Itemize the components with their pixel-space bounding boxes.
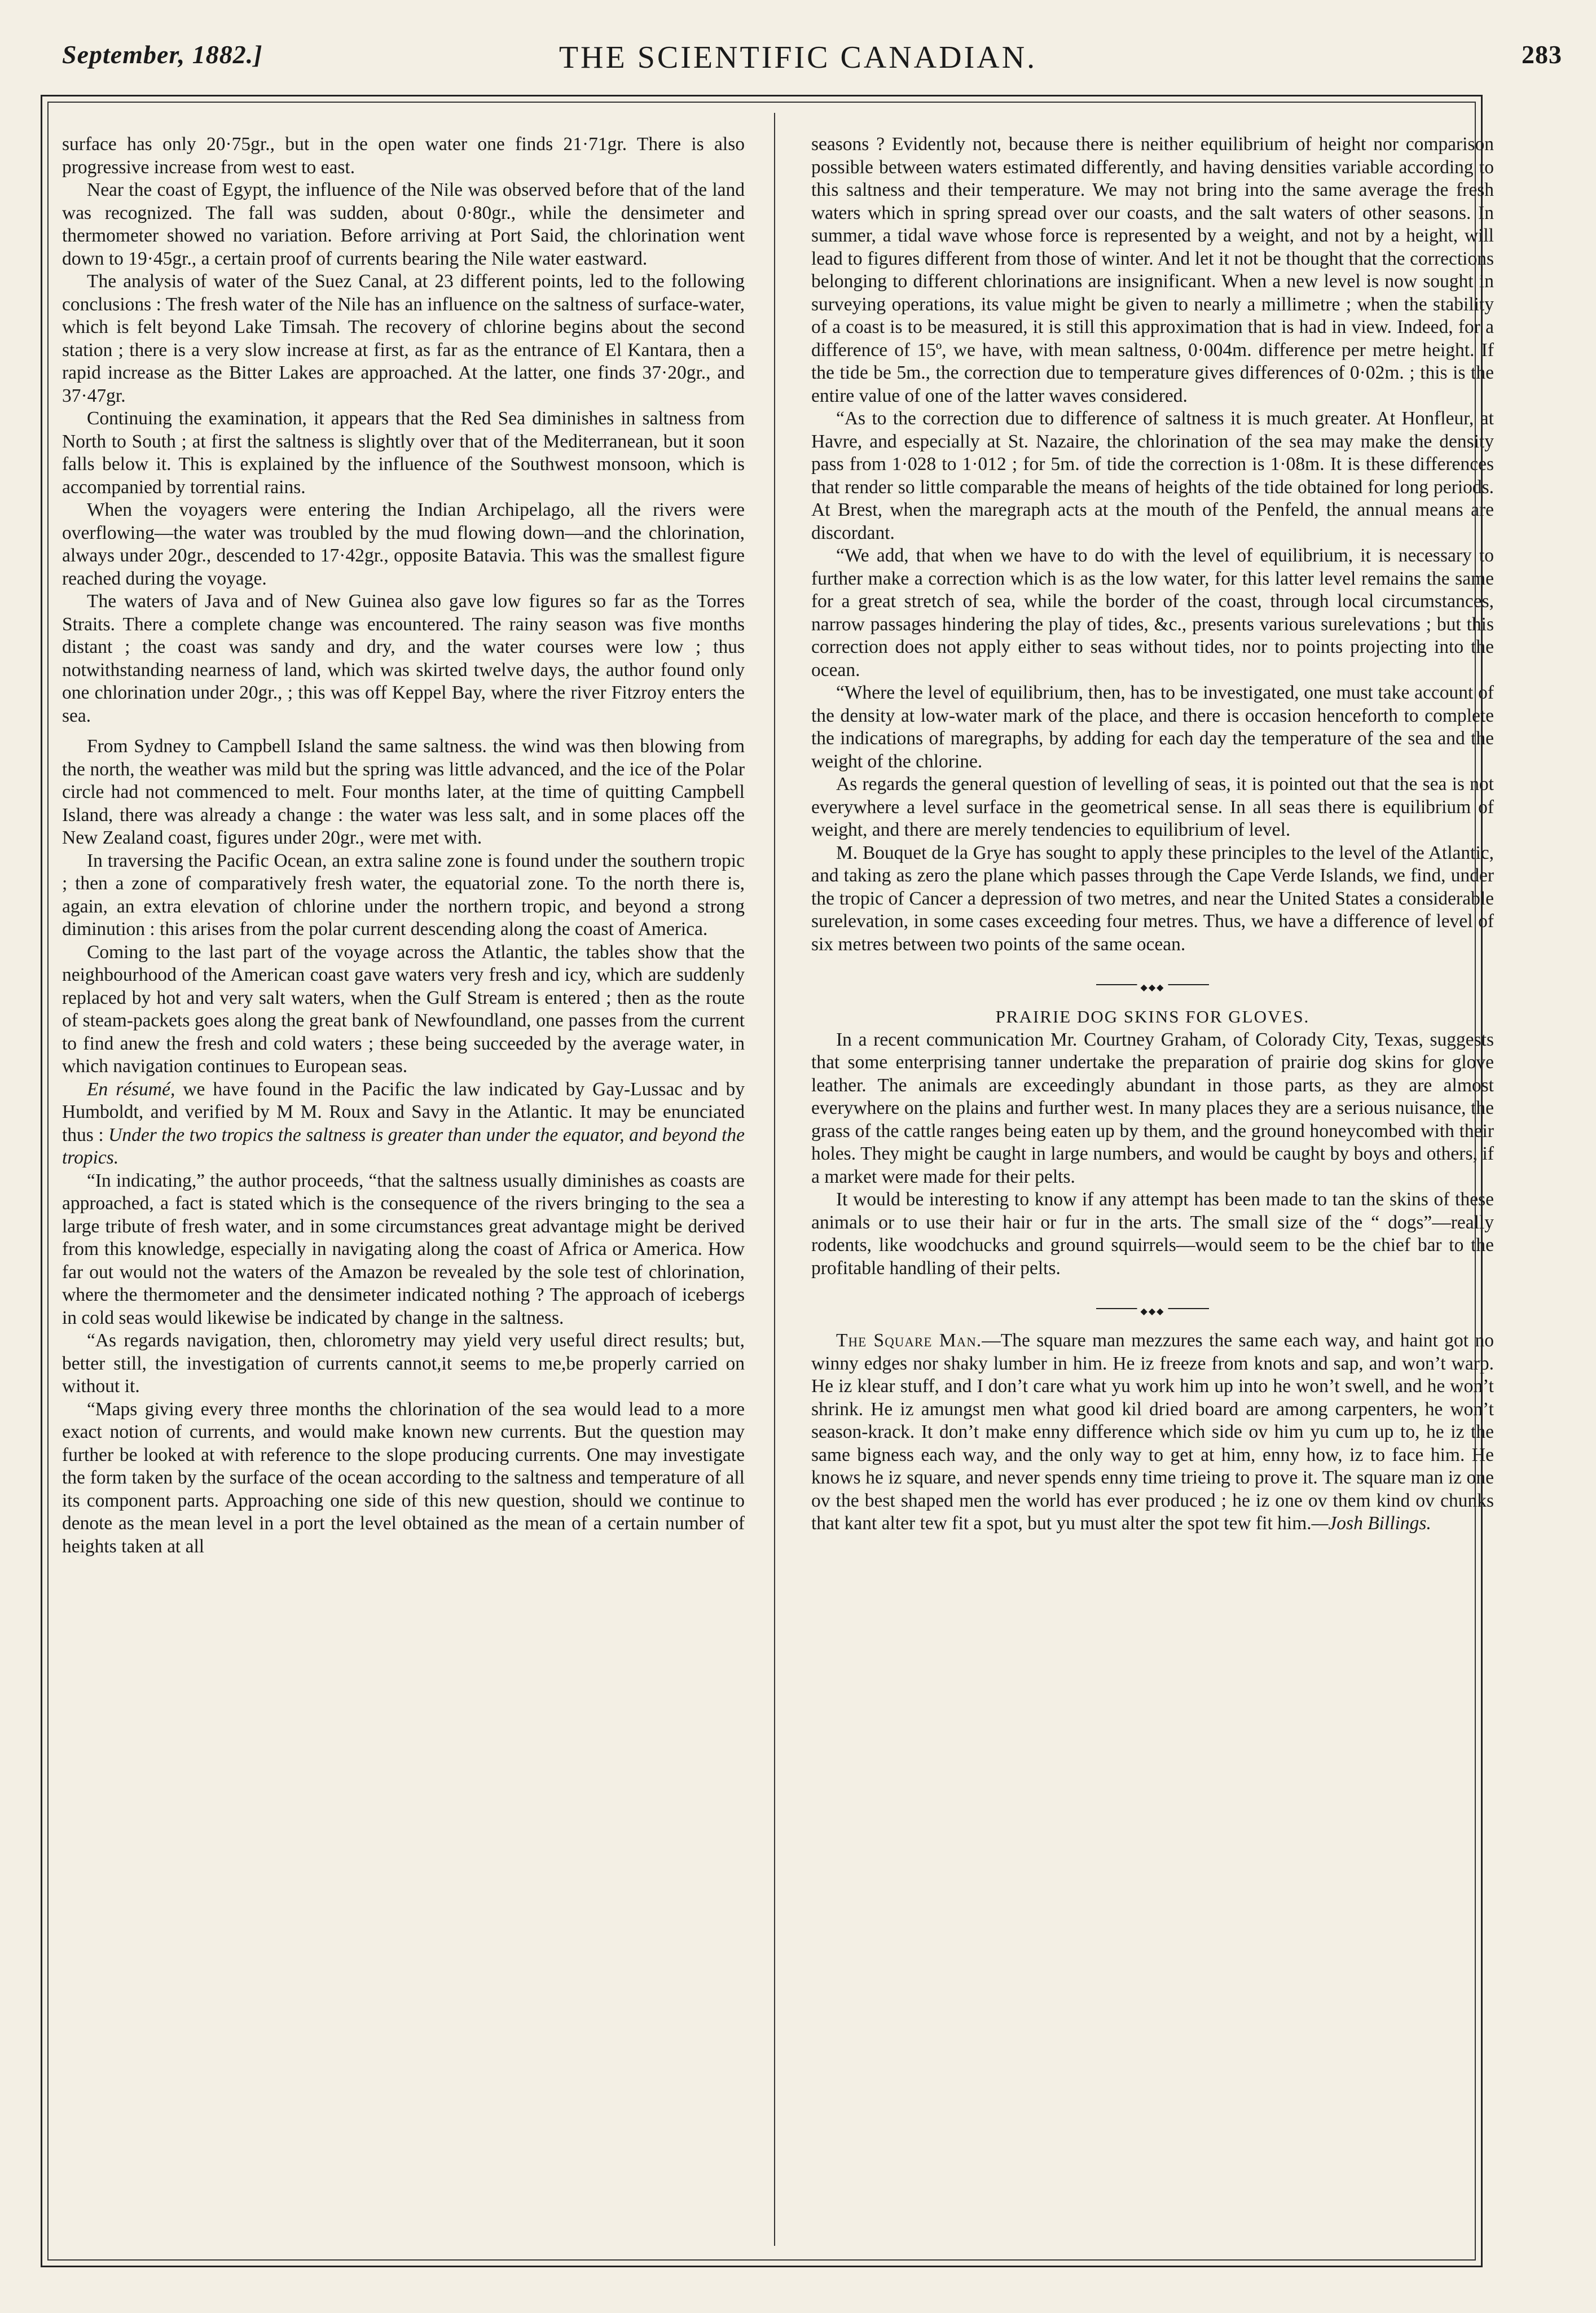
column-divider (774, 113, 775, 2246)
page-number: 283 (1522, 40, 1562, 69)
paragraph: The analysis of water of the Suez Canal, at 23 different points, led to the following conclusions : The fresh water of the Nile has an influence on the saltness of surface-water, which is felt beyond Lake Timsah. The recovery of chlorine begins about the second station ; there is a very slow increase at first, as far as the entrance of El Kantara, then a rapid increase as the Bitter Lakes are approached. At the latter, one finds 37·20gr., and 37·47gr. (62, 271, 745, 406)
resume-text: we have found in the Pacific the law indicated by Gay-Lussac and by Humboldt, and verified by M M. Roux and Savy in the Atlantic. It may be enunciated thus : (62, 1078, 745, 1145)
paragraph: “Maps giving every three months the chlorination of the sea would lead to a more exact notion of currents, and would make known new currents. But the question may further be looked at with reference to the slope producing currents. One may investigate the form taken by the surface of the ocean according to the saltness and temperature of all its component parts. Approaching one side of this new question, should we continue to denote as the mean level in a port the level obtained as the mean of a certain number of heights taken at all (62, 1398, 745, 1557)
paragraph: “As to the correction due to difference of saltness it is much greater. At Honfleur, at Havre, and especially at St. Nazaire, the chlorination of the sea may make the density pass from 1·028 to 1·012 ; for 5m. of tide the correction is 1·08m. It is these differences that render so little comparable the means of heights of the tide obtained for long periods. At Brest, when the maregraph acts at the mouth of the Penfeld, the annual means are discordant. (811, 408, 1494, 543)
paragraph: When the voyagers were entering the Indian Archipelago, all the rivers were overflowing—the water was troubled by the mud flowing down—and the chlorination, always under 20gr., descended to 17·42gr., opposite Batavia. This was the smallest figure reached during the voyage. (62, 499, 745, 589)
resume-lead: En résumé, (87, 1078, 175, 1100)
square-man-text: —The square man mezzures the same each way, and haint got no winny edges nor shaky lumber in him. He iz freeze from knots and sap, and won’t warp. He iz klear stuff, and I don’t care what yu work him up into he won’t swell, and he won’t shrink. He iz amungst men what good kil dried board are among carpenters, he won’t season-krack. It don’t make enny difference which side ov him yu cum up to, he iz the same bigness each way, and the only way to get at him, enny how, iz to face him. He knows he iz square, and never spends enny time trieing to prove it. The square man iz one ov the best shaped men the world has ever produced ; he iz one ov them kind ov chunks that kant alter tew fit a spot, but yu must alter the spot tew fit him. (811, 1330, 1494, 1534)
paragraph: The waters of Java and of New Guinea also gave low figures so far as the Torres Straits. There a complete change was encountered. The rainy season was five months distant ; the coast was sandy and dry, and the water courses were low ; thus notwithstanding nearness of land, which was skirted twelve days, the author found only one chlorination under 20gr., ; this was off Keppel Bay, where the river Fitzroy enters the sea. (62, 591, 745, 726)
square-man-paragraph (811, 1329, 1494, 1535)
right-column (811, 133, 1494, 2238)
issue-date: September, 1882.] (62, 40, 263, 69)
paragraph: In traversing the Pacific Ocean, an extra saline zone is found under the southern tropic ; then a zone of comparatively fresh water, the equatorial zone. To the north there is, again, an extra elevation of chlorine under the northern tropic, and beyond a strong diminution : this arises from the polar current descending along the coast of America. (62, 850, 745, 940)
paragraph: seasons ? Evidently not, because there is neither equilibrium of height nor comparison possible between waters estimated differently, and having densities variable according to this saltness and their temperature. We may not bring into the same average the fresh waters which in spring spread over our coasts, and the salt waters of other seasons. In summer, a tidal wave whose force is represented by a weight, and not by a height, will lead to figures different from those of winter. And let it not be thought that the corrections belonging to different chlorinations are insignificant. When a new level is now sought in surveying operations, its value might be given to nearly a millimetre ; when the stability of a coast is to be measured, it is still this approximation that is had in view. Indeed, for a difference of 15º, we have, with mean saltness, 0·004m. difference per metre height. If the tide be 5m., the correction due to temperature gives differences of 0·02m. ; this is the entire value of one of the latter waves considered. (811, 134, 1494, 406)
resume-law: Under the two tropics the saltness is greater than under the equator, and beyond the tropics. (62, 1124, 745, 1168)
paragraph: “Where the level of equilibrium, then, has to be investigated, one must take account of the density at low-water mark of the place, and there is occasion henceforth to complete the indications of maregraphs, by adding for each day the temperature of the sea and the weight of the chlorine. (811, 682, 1494, 772)
paragraph: Coming to the last part of the voyage across the Atlantic, the tables show that the neighbourhood of the American coast gave waters very fresh and icy, which are suddenly replaced by hot and very salt waters, when the Gulf Stream is entered ; then as the route of steam-packets goes along the great bank of Newfoundland, one passes from the current to find anew the fresh and cold waters ; these being succeeded by the average water, in which navigation continues to European seas. (62, 941, 745, 1077)
section-divider (811, 976, 1494, 993)
paragraph: “We add, that when we have to do with the level of equilibrium, it is necessary to further make a correction which is as the low water, for this latter level remains the same for a great stretch of sea, while the border of the coast, through local circumstances, narrow passages hindering the play of tides, &c., presents various surelevations ; but this correction does not apply either to seas without tides, nor to points projecting into the ocean. (811, 545, 1494, 681)
square-man-lead: The Square Man. (836, 1330, 982, 1351)
left-column (62, 133, 745, 2238)
divider-ornament-icon (1096, 984, 1209, 985)
paragraph: Near the coast of Egypt, the influence of the Nile was observed before that of the land was recognized. The fall was sudden, about 0·80gr., while the densimeter and thermometer showed no variation. Before arriving at Port Said, the chlorination went down to 19·45gr., a certain proof of currents bearing the Nile water eastward. (62, 179, 745, 269)
paragraph: “As regards navigation, then, chlorometry may yield very useful direct results; but, better still, the investigation of currents cannot,it seems to me,be properly carried on without it. (62, 1330, 745, 1397)
paragraph: surface has only 20·75gr., but in the open water one finds 21·71gr. There is also progressive increase from west to east. (62, 134, 745, 178)
paragraph: M. Bouquet de la Grye has sought to apply these principles to the level of the Atlantic, and taking as zero the plane which passes through the Cape Verde Islands, we find, under the tropic of Cancer a depression of two metres, and near the United States a considerable surelevation, in some cases exceeding four metres. Thus, we have a difference of level of six metres between two points of the same ocean. (811, 842, 1494, 955)
paragraph: It would be interesting to know if any attempt has been made to tan the skins of these animals or to use their hair or fur in the arts. The small size of the “ dogs”—really rodents, like woodchucks and ground squirrels—would seem to be the chief bar to the profitable handling of their pelts. (811, 1189, 1494, 1279)
section-divider (811, 1300, 1494, 1317)
resume-paragraph (62, 1078, 745, 1170)
paragraph: Continuing the examination, it appears that the Red Sea diminishes in saltness from North to South ; at first the saltness is slightly over that of the Mediterranean, but it soon falls below it. This is explained by the influence of the Southwest monsoon, which is accompanied by torrential rains. (62, 408, 745, 498)
paragraph: In a recent communication Mr. Courtney Graham, of Colorady City, Texas, suggests that some enterprising tanner undertake the preparation of prairie dog skins for glove leather. The animals are exceedingly abundant in those parts, as they are almost everywhere on the plains and further west. In many places they are a serious nuisance, the grass of the cattle ranges being eaten up by them, and the ground honeycombed with their holes. They might be caught in large numbers, and would be caught by boys and others, if a market were made for their pelts. (811, 1029, 1494, 1187)
square-man-author: —Josh Billings. (1311, 1513, 1431, 1534)
article-title: PRAIRIE DOG SKINS FOR GLOVES. (995, 1007, 1310, 1026)
masthead-title: THE SCIENTIFIC CANADIAN. (559, 40, 1037, 75)
paragraph: From Sydney to Campbell Island the same saltness. the wind was then blowing from the north, the weather was mild but the spring was little advanced, and the ice of the Polar circle had not commenced to melt. Four months later, at the time of quitting Campbell Island, there was already a change : the water was less salt, and in some places off the New Zealand coast, figures under 20gr., were met with. (62, 736, 745, 848)
paragraph: As regards the general question of levelling of seas, it is pointed out that the sea is not everywhere a level surface in the geometrical sense. In all seas there is equilibrium of weight, and there are merely tendencies to equilibrium of level. (811, 774, 1494, 840)
divider-ornament-icon (1096, 1308, 1209, 1309)
paragraph: “In indicating,” the author proceeds, “that the saltness usually diminishes as coasts are approached, a fact is stated which is the consequence of the rivers bringing to the sea a large tribute of fresh water, and in some circumstances great advantage might be derived from this knowledge, especially in navigating along the coast of Africa or America. How far out would not the waters of the Amazon be revealed by the sole test of chlorination, where the thermometer and the densimeter indicated nothing ? The approach of icebergs in cold seas would likewise be indicated by change in the saltness. (62, 1170, 745, 1328)
